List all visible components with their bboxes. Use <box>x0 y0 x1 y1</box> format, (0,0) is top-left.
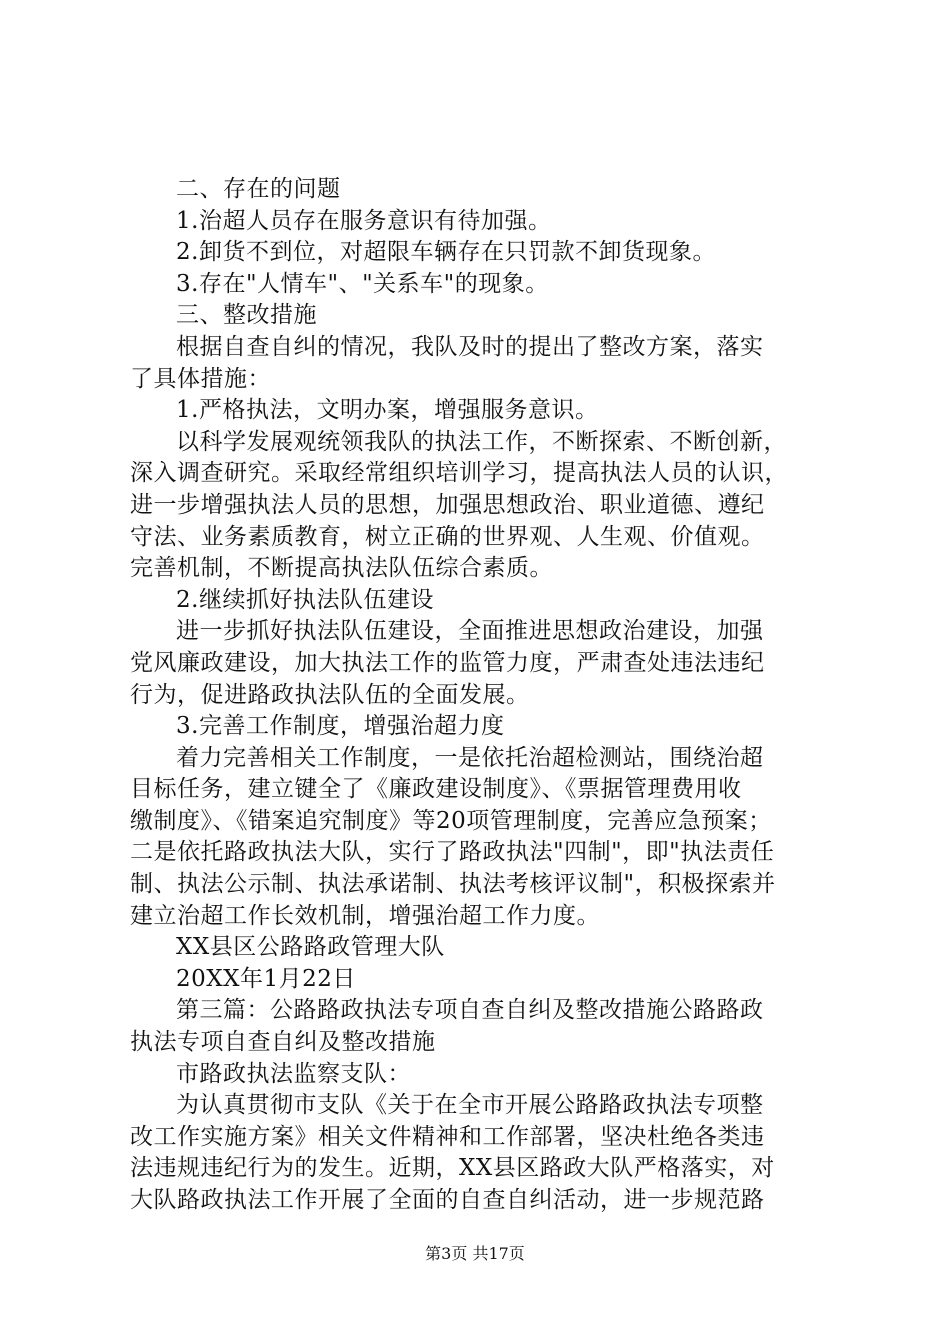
paragraph-line: 了具体措施： <box>130 365 271 392</box>
paragraph-line: 制、执法公示制、执法承诺制、执法考核评议制"，积极探索并 <box>130 871 776 898</box>
paragraph-line: 进一步抓好执法队伍建设，全面推进思想政治建设，加强 <box>176 618 764 645</box>
paragraph-line: 行为，促进路政执法队伍的全面发展。 <box>130 681 530 708</box>
paragraph-line: 法违规违纪行为的发生。近期，XX县区路政大队严格落实，对 <box>130 1155 775 1182</box>
paragraph-line: 缴制度》、《错案追究制度》等20项管理制度，完善应急预案； <box>130 807 772 834</box>
paragraph-line: 改工作实施方案》相关文件精神和工作部署，坚决杜绝各类违 <box>130 1123 765 1150</box>
list-item: 2.卸货不到位，对超限车辆存在只罚款不卸货现象。 <box>176 239 716 266</box>
subheading: 2.继续抓好执法队伍建设 <box>176 586 434 613</box>
paragraph-line: 为认真贯彻市支队《关于在全市开展公路路政执法专项整 <box>176 1092 764 1119</box>
chapter-title: 第三篇：公路路政执法专项自查自纠及整改措施公路路政 <box>176 997 764 1024</box>
paragraph-line: 着力完善相关工作制度，一是依托治超检测站，围绕治超 <box>176 744 764 771</box>
paragraph-line: 建立治超工作长效机制，增强治超工作力度。 <box>130 902 600 929</box>
paragraph-line: 深入调查研究。采取经常组织培训学习，提高执法人员的认识， <box>130 460 788 487</box>
chapter-title: 执法专项自查自纠及整改措施 <box>130 1029 436 1056</box>
salutation: 市路政执法监察支队： <box>176 1060 411 1087</box>
list-item: 1.治超人员存在服务意识有待加强。 <box>176 207 552 234</box>
paragraph-line: 党风廉政建设，加大执法工作的监管力度，严肃查处违法违纪 <box>130 649 765 676</box>
paragraph-line: 目标任务，建立键全了《廉政建设制度》、《票据管理费用收 <box>130 776 742 803</box>
paragraph-line: 二是依托路政执法大队，实行了路政执法"四制"，即"执法责任 <box>130 839 775 866</box>
subheading: 1.严格执法，文明办案，增强服务意识。 <box>176 397 599 424</box>
paragraph-line: 根据自查自纠的情况，我队及时的提出了整改方案，落实 <box>176 333 764 360</box>
section-heading: 三、整改措施 <box>176 302 317 329</box>
paragraph-line: 大队路政执法工作开展了全面的自查自纠活动，进一步规范路 <box>130 1187 765 1213</box>
page-number-footer: 第3页 共17页 <box>425 1244 525 1263</box>
paragraph-line: 完善机制，不断提高执法队伍综合素质。 <box>130 555 553 582</box>
list-item: 3.存在"人情车"、"关系车"的现象。 <box>176 270 549 297</box>
paragraph-line: 以科学发展观统领我队的执法工作，不断探索、不断创新， <box>176 428 787 455</box>
signature-organization: XX县区公路路政管理大队 <box>176 934 445 961</box>
document-body <box>130 174 830 1217</box>
section-heading: 二、存在的问题 <box>176 176 341 202</box>
subheading: 3.完善工作制度，增强治超力度 <box>176 713 505 740</box>
paragraph-line: 进一步增强执法人员的思想，加强思想政治、职业道德、遵纪 <box>130 491 765 518</box>
signature-date: 20XX年1月22日 <box>176 965 356 992</box>
paragraph-line: 守法、业务素质教育，树立正确的世界观、人生观、价值观。 <box>130 523 765 550</box>
